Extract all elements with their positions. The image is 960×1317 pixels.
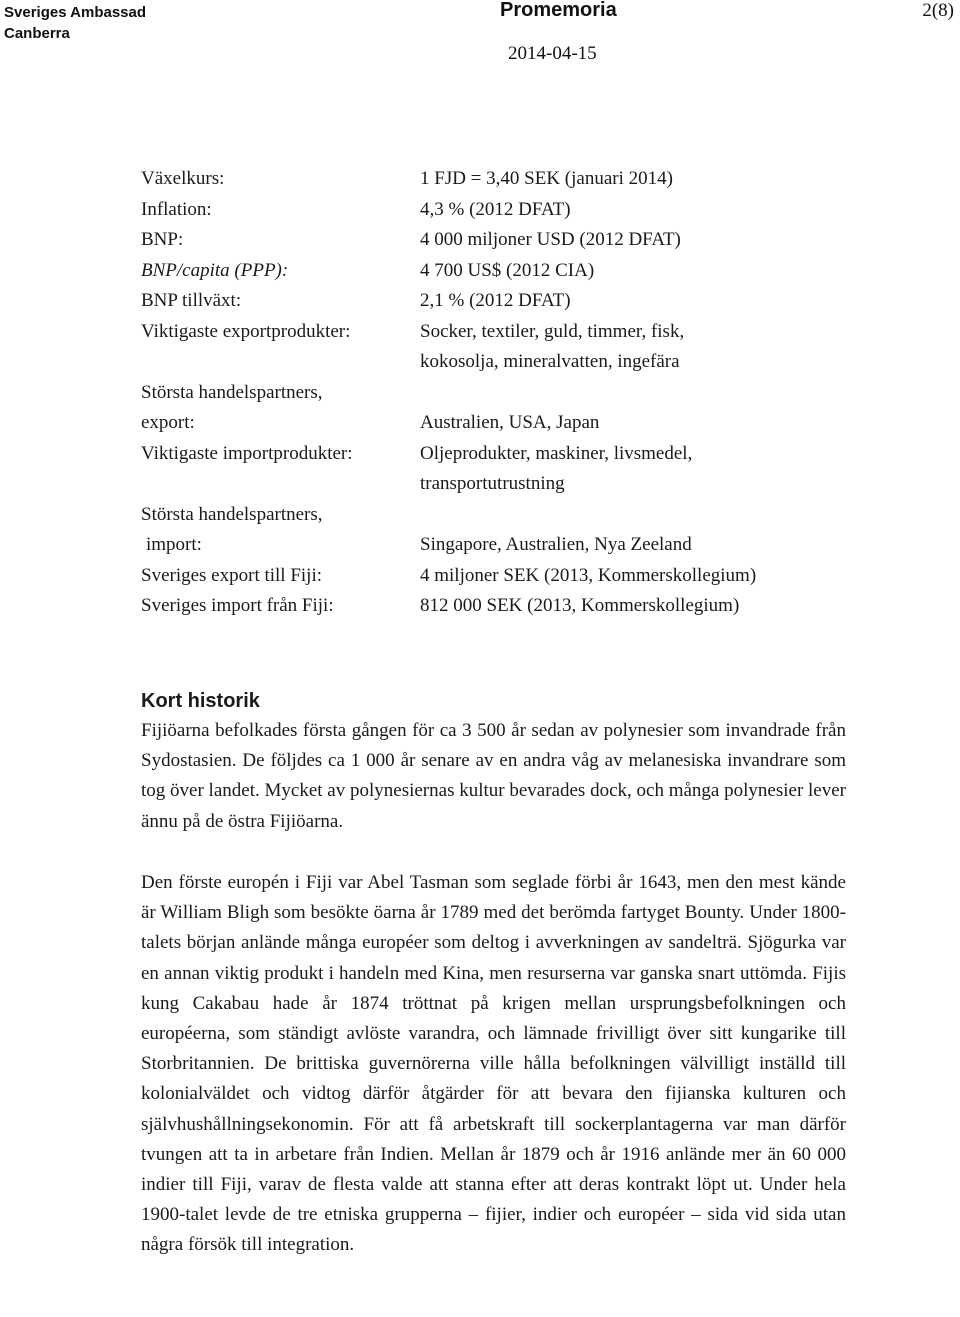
organization-city: Canberra — [4, 25, 70, 42]
fact-label: BNP tillväxt: — [141, 290, 242, 311]
document-title: Promemoria — [500, 0, 617, 21]
history-section — [141, 686, 846, 837]
fact-row — [141, 286, 861, 317]
history-paragraph-1: Fijiöarna befolkades första gången för ca 3 500 år sedan av polynesier som invandrade från Sydostasien. De följdes ca 1 000 år senare av en andra våg av melanesiska invandrare som tog över landet. Mycket av polynesiernas kultur bevarades dock, och många polynesier lever ännu på de östra Fijiöarna. — [141, 720, 846, 832]
fact-value-line: Australien, USA, Japan — [420, 412, 600, 433]
fact-label-line: export: — [141, 412, 195, 433]
fact-value-line: transportutrustning — [420, 473, 565, 494]
fact-row — [141, 561, 861, 592]
fact-value-line: Singapore, Australien, Nya Zeeland — [420, 534, 692, 555]
fact-value — [420, 500, 861, 561]
fact-row — [141, 439, 861, 500]
document-date: 2014-04-15 — [508, 43, 597, 64]
fact-value: 4 000 miljoner USD (2012 DFAT) — [420, 229, 681, 250]
fact-value: 1 FJD = 3,40 SEK (januari 2014) — [420, 168, 673, 189]
fact-value-line — [420, 378, 861, 409]
fact-row — [141, 256, 861, 287]
fact-label: BNP: — [141, 229, 184, 250]
fact-label — [141, 378, 420, 439]
fact-value: 4 700 US$ (2012 CIA) — [420, 259, 595, 281]
fact-value — [420, 439, 861, 500]
fact-row — [141, 500, 861, 561]
fact-label — [141, 500, 420, 561]
fact-row — [141, 317, 861, 378]
fact-label: Sveriges export till Fiji: — [141, 564, 323, 586]
history-section-continued — [141, 868, 846, 1261]
fact-label: Inflation: — [141, 198, 212, 220]
fact-value-line: Socker, textiler, guld, timmer, fisk, — [420, 320, 685, 342]
fact-label: Viktigaste importprodukter: — [141, 442, 353, 464]
fact-value-line: kokosolja, mineralvatten, ingefära — [420, 351, 680, 372]
fact-row — [141, 195, 861, 226]
page-number: 2(8) — [922, 0, 954, 21]
fact-label-line: import: — [146, 534, 202, 555]
facts-table — [141, 164, 861, 622]
fact-value: 4 miljoner SEK (2013, Kommerskollegium) — [420, 564, 757, 586]
fact-value-line — [420, 500, 861, 531]
fact-label-line: Största handelspartners, — [141, 503, 323, 525]
fact-row — [141, 164, 861, 195]
history-paragraph-2: Den förste europén i Fiji var Abel Tasman som seglade förbi år 1643, men den mest kände är William Bligh som besökte öarna år 1789 med det berömda fartyget Bounty. Under 1800-talets början anlände många européer som deltog i avverkningen av sandelträ. Sjögurka var en annan viktig produkt i handeln med Kina, men resurserna var ganska snart uttömda. Fijis kung Cakabau hade år 1874 tröttnat på krigen mellan ursprungsbefolkningen och européerna, som ständigt avlöste varandra, och lämnade frivilligt över sitt kungarike till Storbritannien. De brittiska guvernörerna ville hålla befolkningen välvilligt inställd till kolonialväldet och vidtog därför åtgärder för att bevara den fijianska kulturen och självhushållningsekonomin. För att få arbetskraft till sockerplantagerna var man därför tvungen att ta in arbetare från Indien. Mellan år 1879 och år 1916 anlände mer än 60 000 indier till Fiji, varav de flesta valde att stanna efter att deras kontrakt löpt ut. Under hela 1900-talet levde de tre etniska grupperna – fijier, indier och européer – sida vid sida utan några försök till integration. — [141, 872, 846, 1256]
fact-row — [141, 225, 861, 256]
fact-value: 2,1 % (2012 DFAT) — [420, 290, 571, 311]
fact-value: 812 000 SEK (2013, Kommerskollegium) — [420, 595, 740, 616]
fact-value: 4,3 % (2012 DFAT) — [420, 198, 571, 220]
fact-label-line: Största handelspartners, — [141, 381, 323, 403]
fact-label: Viktigaste exportprodukter: — [141, 320, 351, 342]
fact-label: Växelkurs: — [141, 168, 225, 189]
fact-value-line: Oljeprodukter, maskiner, livsmedel, — [420, 442, 693, 464]
section-heading: Kort historik — [141, 690, 260, 712]
fact-row — [141, 591, 861, 622]
fact-label: Sveriges import från Fiji: — [141, 595, 334, 616]
fact-row — [141, 378, 861, 439]
fact-label: BNP/capita (PPP): — [141, 259, 289, 281]
header-organization — [4, 2, 146, 44]
fact-value — [420, 317, 861, 378]
fact-value — [420, 378, 861, 439]
organization-name: Sveriges Ambassad — [4, 4, 147, 21]
